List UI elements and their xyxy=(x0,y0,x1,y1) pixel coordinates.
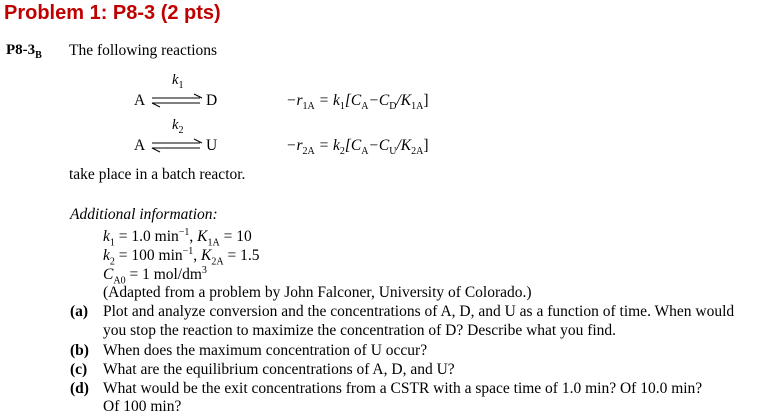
additional-info-title: Additional information: xyxy=(70,206,218,223)
intro-text: The following reactions xyxy=(69,42,218,59)
problem-heading: Problem 1: P8-3 (2 pts) xyxy=(4,2,221,24)
credit-line: (Adapted from a problem by John Falconer, University of Colorado.) xyxy=(103,284,532,301)
problem-id-main: P8-3 xyxy=(6,42,36,58)
equilibrium-arrow-icon xyxy=(150,137,206,155)
info-line-1: $k_1 = 1.0$ $\min^{-1}$, $K_{1A} = 10$ xyxy=(103,227,252,249)
question-a-line-1: Plot and analyze conversion and the concentrations of A, D, and U as a function of time. When would xyxy=(103,303,735,320)
problem-id-sub: B xyxy=(35,50,42,61)
question-c-line-1: What are the equilibrium concentrations of A, D, and U? xyxy=(103,361,455,378)
question-label-d: (d) xyxy=(70,380,89,397)
reaction-1-reactant: A xyxy=(134,92,146,109)
info-line-3: $C_{A0} = 1$ mol/$dm^3$ xyxy=(103,265,207,287)
info-line-2: $k_2 = 100$ $\min^{-1}$, $K_{2A} = 1.5$ xyxy=(103,246,260,268)
question-d-line-2: Of 100 min? xyxy=(103,398,182,415)
after-reactions-text: take place in a batch reactor. xyxy=(69,166,246,183)
problem-id xyxy=(6,42,42,61)
question-a-line-2: you stop the reaction to maximize the concentration of D? Describe what you find. xyxy=(103,322,617,339)
rate-constant-label-1: $k_1$ xyxy=(172,72,184,91)
question-label-c: (c) xyxy=(70,361,88,378)
rate-constant-label-2: $k_2$ xyxy=(172,117,184,136)
question-b-line-1: When does the maximum concentration of U occur? xyxy=(103,342,428,359)
question-label-a: (a) xyxy=(70,303,89,320)
reaction-2-reactant: A xyxy=(134,137,146,154)
rate-law-1: $-r_{1A} = k_1[C_A-C_D/K_{1A}]$ xyxy=(286,92,429,113)
reaction-2-product: U xyxy=(206,137,218,154)
equilibrium-arrow-icon xyxy=(150,92,206,110)
question-label-b: (b) xyxy=(70,342,89,359)
question-d-line-1: What would be the exit concentrations from a CSTR with a space time of 1.0 min? Of 10.0 min? xyxy=(103,380,703,397)
rate-law-2: $-r_{2A} = k_2[C_A-C_U/K_{2A}]$ xyxy=(286,137,429,158)
reaction-1-product: D xyxy=(206,92,218,109)
